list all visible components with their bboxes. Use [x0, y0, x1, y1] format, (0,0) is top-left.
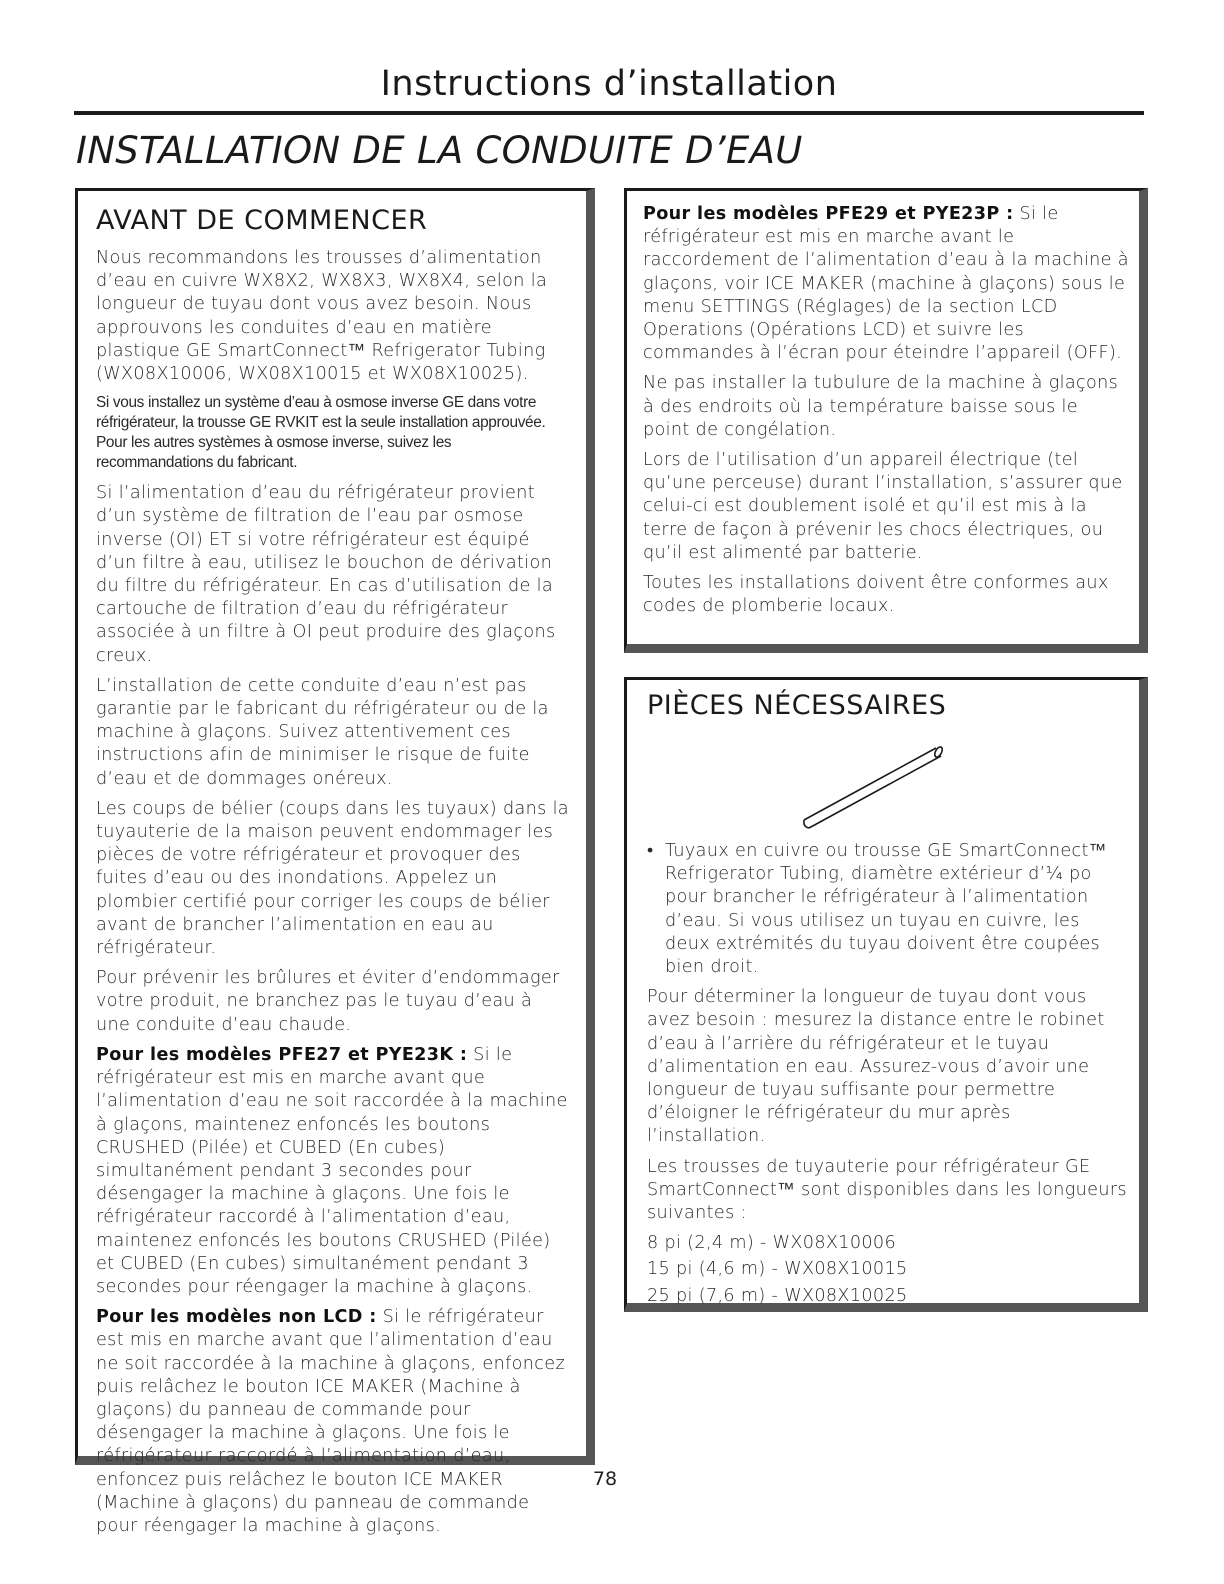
- non-lcd-paragraph: [96, 1306, 572, 1538]
- section-title: INSTALLATION DE LA CONDUITE D’EAU: [76, 129, 803, 172]
- reverse-osmosis-paragraph: Si vous installez un système d’eau à osmose inverse GE dans votre réfrigérateur, la trousse GE RVKIT est la seule installation approuvée. Pour les autres systèmes à osmose inverse, suivez les recommandations du fabricant.: [96, 394, 546, 472]
- kit-length-item: 8 pi (2,4 m) - WX08X10006: [647, 1233, 897, 1254]
- bullet-icon: •: [647, 841, 654, 861]
- filter-bypass-paragraph: Si l’alimentation d’eau du réfrigérateur provient d’un système de filtration de l’eau par osmose inverse (OI) ET si votre réfrigérateur est équipé d’un filtre à eau, utilisez le bouchon de dérivation du filtre du réfrigérateur. En cas d’utilisation de la cartouche de filtration d’eau du réfrigérateur associée à un filtre à OI peut produire des glaçons creux.: [96, 483, 556, 666]
- water-hammer-paragraph: Les coups de bélier (coups dans les tuyaux) dans la tuyauterie de la maison peuvent endommager les pièces de votre réfrigérateur et provoquer des fuites d’eau ou des inondations. Appelez un plombier certifié pour corriger les coups de bélier avant de brancher l’alimentation en eau au réfrigérateur.: [96, 798, 569, 959]
- lcd-models-box: [624, 188, 1148, 653]
- pfe29-text: Si le réfrigérateur est mis en marche avant le raccordement de l’alimentation d’eau à la machine à glaçons, voir ICE MAKER (machine à glaçons) sous le menu SETTINGS (Réglages) de la section LCD Operations (Opérations LCD) et suivre les commandes à l’écran pour éteindre l’appareil (OFF).: [643, 204, 1129, 364]
- kit-lengths-list: [647, 1232, 1129, 1308]
- tubing-illustration: [797, 734, 957, 834]
- freezing-paragraph: Ne pas installer la tubulure de la machine à glaçons à des endroits où la température baisse sous le point de congélation.: [643, 373, 1119, 440]
- tubing-bullet: [647, 840, 1129, 979]
- plumbing-codes-paragraph: Toutes les installations doivent être conformes aux codes de plomberie locaux.: [643, 573, 1109, 617]
- recommended-kits-paragraph: Nous recommandons les trousses d’alimentation d’eau en cuivre WX8X2, WX8X3, WX8X4, selon la longueur de tuyau dont vous avez besoin. Nous approuvons les conduites d’eau en matière plastique GE SmartConnect™ Refrigerator Tubing (WX08X10006, WX08X10015 et WX08X10025).: [96, 248, 548, 385]
- before-you-begin-title: AVANT DE COMMENCER: [96, 205, 428, 236]
- header-rule: [74, 111, 1144, 115]
- kit-length-item: 25 pi (7,6 m) - WX08X10025: [647, 1285, 908, 1306]
- page-header: Instructions d’installation: [380, 64, 838, 104]
- electrical-safety-paragraph: Lors de l’utilisation d’un appareil électrique (tel qu’une perceuse) durant l’installation, s’assurer que celui-ci est doublement isolé et qu’il est mis à la terre de façon à prévenir les chocs électriques, ou qu’il est alimenté par batterie.: [643, 450, 1123, 563]
- non-lcd-lead: Pour les modèles non LCD :: [96, 1307, 377, 1328]
- non-lcd-text: Si le réfrigérateur est mis en marche avant que l’alimentation d’eau ne soit raccordée à la machine à glaçons, enfoncez puis relâchez le bouton ICE MAKER (Machine à glaçons) du panneau de commande pour désengager la machine à glaçons. Une fois le réfrigérateur raccordé à l’alimentation d’eau, enfoncez puis relâchez le bouton ICE MAKER (Machine à glaçons) du panneau de commande pour réengager la machine à glaçons.: [96, 1307, 566, 1536]
- pfe29-lead: Pour les modèles PFE29 et PYE23P :: [643, 204, 1014, 224]
- kit-length-item: 15 pi (4,6 m) - WX08X10015: [647, 1259, 908, 1280]
- tube-length-paragraph: Pour déterminer la longueur de tuyau dont vous avez besoin : mesurez la distance entre le robinet d’eau à l’arrière du réfrigérateur et le tuyau d’alimentation en eau. Assurez-vous d’avoir une longueur de tuyau suffisante pour permettre d’éloigner le réfrigérateur du mur après l’installation.: [647, 987, 1105, 1147]
- before-you-begin-box: [75, 188, 595, 1536]
- pfe29-paragraph: [643, 203, 1129, 365]
- pfe27-paragraph: [96, 1044, 572, 1299]
- page-number: 78: [592, 1468, 618, 1490]
- parts-needed-title: PIÈCES NÉCESSAIRES: [647, 690, 947, 721]
- hot-water-paragraph: Pour prévenir les brûlures et éviter d’endommager votre produit, ne branchez pas le tuyau d’eau à une conduite d’eau chaude.: [96, 968, 560, 1035]
- tubing-bullet-text: Tuyaux en cuivre ou trousse GE SmartConnect™ Refrigerator Tubing, diamètre extérieur d’¼ po pour brancher le réfrigérateur à l’alimentation d’eau. Si vous utilisez un tuyau en cuivre, les deux extrémités du tuyau doivent être coupées bien droit.: [665, 841, 1107, 978]
- warranty-paragraph: L’installation de cette conduite d’eau n’est pas garantie par le fabricant du réfrigérateur ou de la machine à glaçons. Suivez attentivement ces instructions afin de minimiser le risque de fuite d’eau et de dommages onéreux.: [96, 675, 549, 789]
- parts-needed-box: [624, 677, 1148, 1312]
- kit-lengths-intro: Les trousses de tuyauterie pour réfrigérateur GE SmartConnect™ sont disponibles dans les longueurs suivantes :: [647, 1156, 1127, 1224]
- pfe27-lead: Pour les modèles PFE27 et PYE23K :: [96, 1044, 468, 1065]
- pfe27-text: Si le réfrigérateur est mis en marche avant que l’alimentation d’eau ne soit raccordée à la machine à glaçons, maintenez enfoncés les boutons CRUSHED (Pilée) et CUBED (En cubes) simultanément pendant 3 secondes pour désengager la machine à glaçons. Une fois le réfrigérateur raccordé à l’alimentation d’eau, maintenez enfoncés les boutons CRUSHED (Pilée) et CUBED (En cubes) simultanément pendant 3 secondes pour réengager la machine à glaçons.: [96, 1044, 568, 1297]
